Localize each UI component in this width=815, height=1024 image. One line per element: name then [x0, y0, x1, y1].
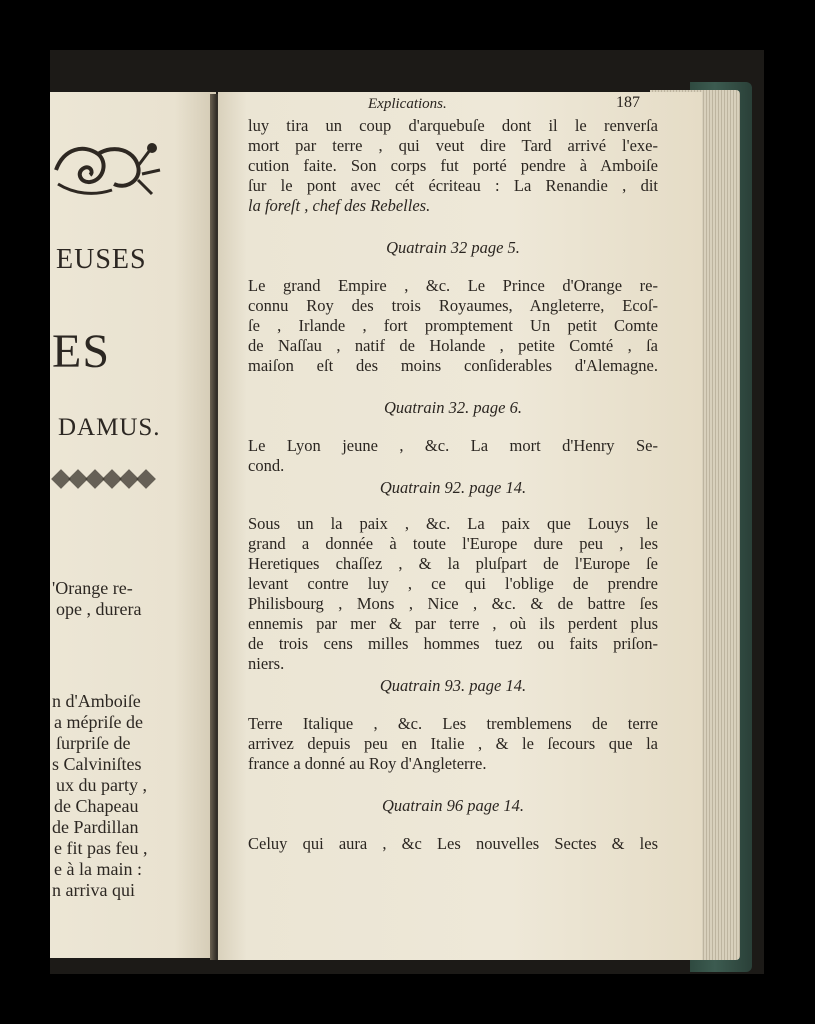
text-line: Le grand Empire , &c. Le Prince d'Orange re- — [248, 276, 658, 295]
book-scan — [50, 50, 764, 974]
left-heading-big: ES — [52, 325, 111, 378]
left-line: n d'Amboiſe — [52, 691, 141, 711]
left-line: e à la main : — [54, 859, 142, 879]
text-line: Heretiques chaſſez , & la pluſpart de l'Europe ſe — [248, 554, 658, 573]
text-line: de Naſſau , natif de Holande , petite Comté , ſa — [248, 336, 658, 355]
left-line: s Calviniſtes — [52, 754, 142, 774]
right-page — [218, 92, 702, 960]
page-number: 187 — [616, 94, 640, 111]
text-line: de trois cens milles hommes tuez ou faits priſon- — [248, 634, 658, 653]
text-line: levant contre luy , ce qui l'oblige de prendre — [248, 574, 658, 593]
left-line: de Pardillan — [52, 817, 139, 837]
text-line: Sous un la paix , &c. La paix que Louys le — [248, 514, 658, 533]
section-heading: Quatrain 32. page 6. — [384, 398, 522, 417]
text-line: arrivez depuis peu en Italie , & le ſecours que la — [248, 734, 658, 753]
section-heading: Quatrain 32 page 5. — [386, 238, 520, 257]
text-line: Le Lyon jeune , &c. La mort d'Henry Se- — [248, 436, 658, 455]
floral-ornament-icon — [54, 140, 164, 198]
text-line: france a donné au Roy d'Angleterre. — [248, 754, 487, 773]
left-line: ux du party , — [56, 775, 147, 795]
text-line: ſe , Irlande , fort promptement Un petit Comte — [248, 316, 658, 335]
text-line: ſur le pont avec cét écriteau : La Renandie , dit — [248, 176, 658, 195]
text-line: luy tira un coup d'arquebuſe dont il le renverſa — [248, 116, 658, 135]
left-line: ope , durera — [56, 599, 142, 619]
text-line: ennemis par mer & par terre , où ils perdent plus — [248, 614, 658, 633]
text-line: cution faite. Son corps fut porté pendre à Amboiſe — [248, 156, 658, 175]
left-line: e fit pas feu , — [54, 838, 148, 858]
section-heading: Quatrain 93. page 14. — [379, 676, 527, 695]
text-line: maiſon eſt des moins conſiderables d'Alemagne. — [248, 356, 658, 375]
text-line: cond. — [248, 456, 285, 475]
left-line: a mépriſe de — [54, 712, 143, 732]
left-heading-name: DAMUS. — [58, 414, 161, 441]
text-line: Terre Italique , &c. Les tremblemens de terre — [248, 714, 658, 733]
text-line: la foreſt , chef des Rebelles. — [248, 196, 431, 215]
text-line: Celuy qui aura , &c Les nouvelles Sectes & les — [248, 834, 658, 853]
left-line: 'Orange re- — [52, 578, 133, 598]
text-line: connu Roy des trois Royaumes, Angleterre, Ecoſ- — [248, 296, 658, 315]
left-heading-top: EUSES — [56, 244, 147, 275]
left-page — [50, 92, 216, 958]
left-line: de Chapeau — [54, 796, 139, 816]
text-line: Philisbourg , Mons , Nice , &c. & de battre ſes — [248, 594, 658, 613]
text-line: grand a donnée à toute l'Europe dure peu , les — [248, 534, 658, 553]
left-ornament-rule — [54, 468, 160, 490]
left-line: ſurpriſe de — [56, 733, 131, 753]
section-heading: Quatrain 92. page 14. — [379, 478, 527, 497]
text-line: niers. — [248, 654, 285, 673]
left-line: n arriva qui — [52, 880, 135, 900]
text-line: mort par terre , qui veut dire Tard arrivé l'exe- — [248, 136, 658, 155]
running-header: Explications. — [368, 96, 447, 112]
section-heading: Quatrain 96 page 14. — [381, 796, 525, 815]
